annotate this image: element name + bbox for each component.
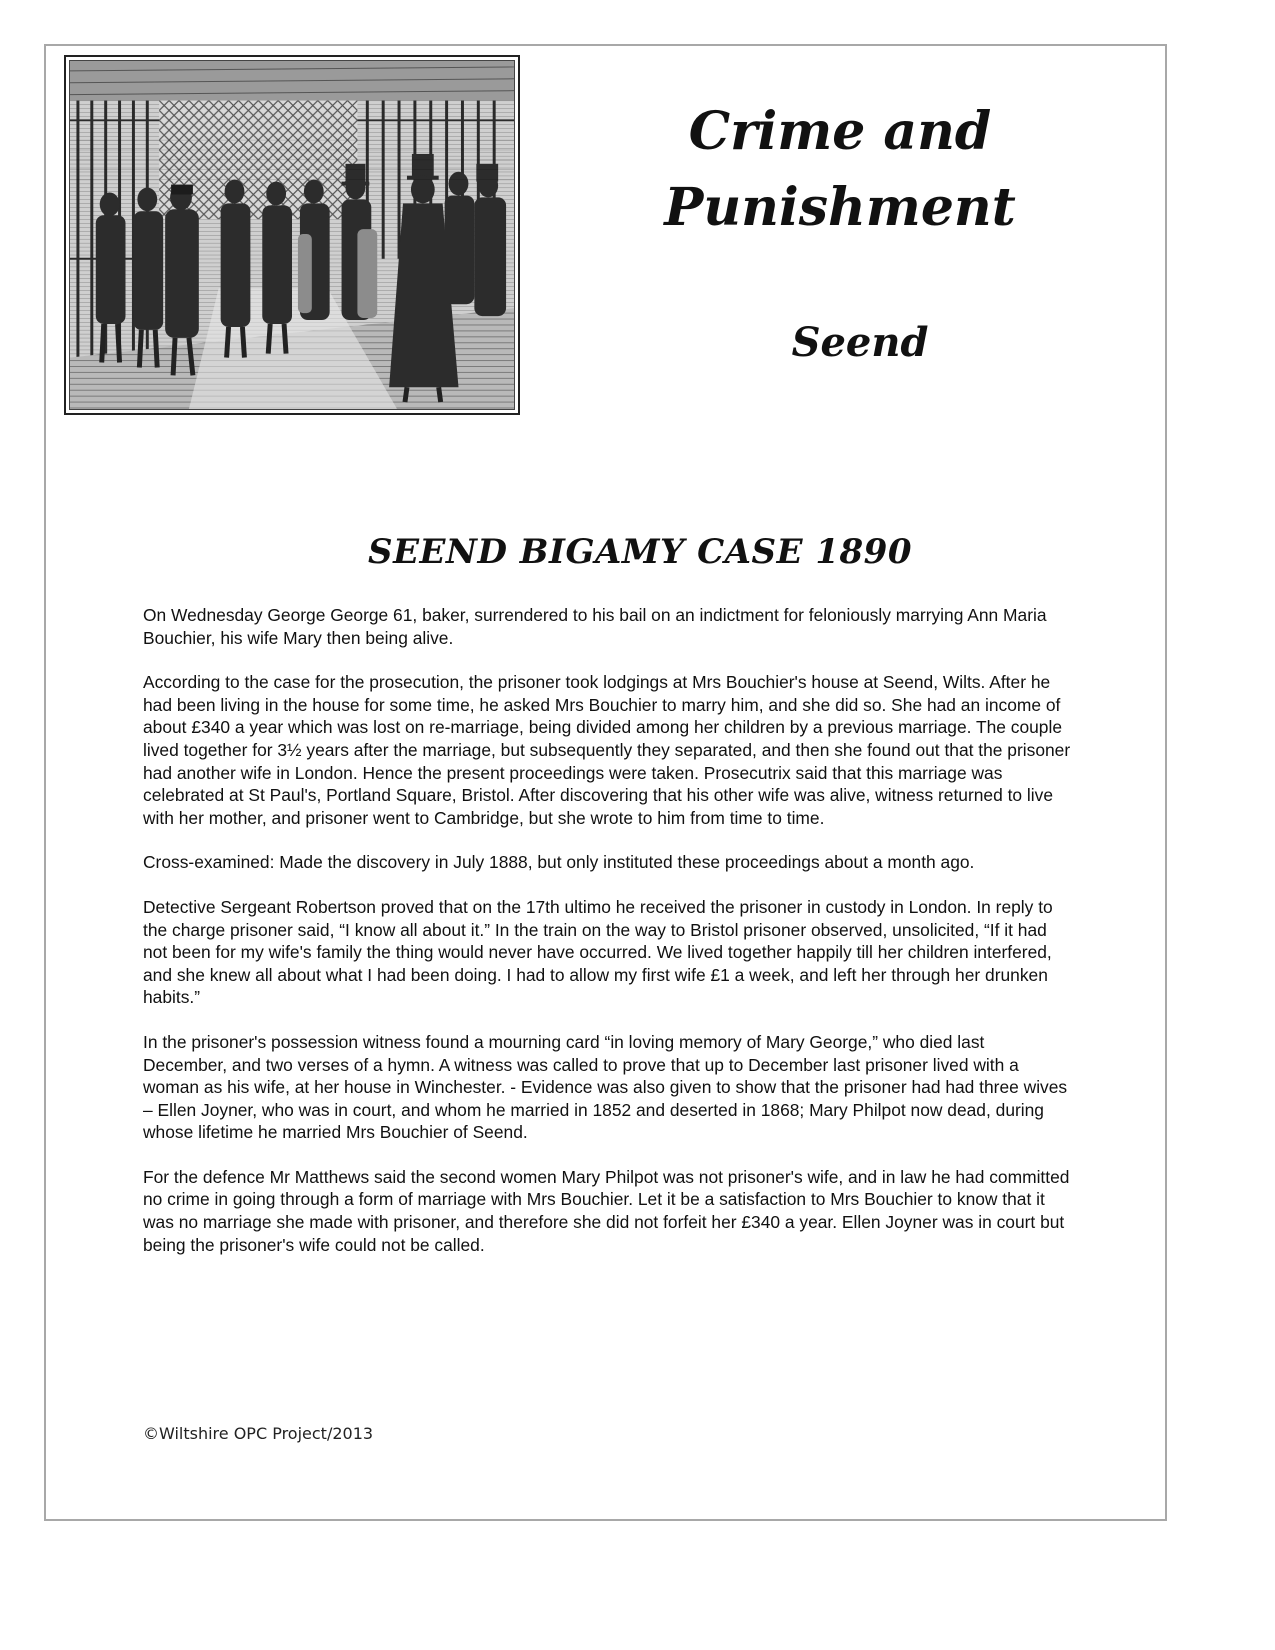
title-line-2: Punishment <box>664 177 1016 238</box>
case-heading: SEEND BIGAMY CASE 1890 <box>368 532 912 572</box>
article-paragraph: According to the case for the prosecution, the prisoner took lodgings at Mrs Bouchier's house at Seend, Wilts. After he had been living in the house for some time, he asked Mrs Bouchier to marry him, and she did so. She had an income of about £340 a year which was lost on re-marriage, being divided among her children by a previous marriage. The couple lived together for 3½ years after the marriage, but subsequently they separated, and then she found out that the prisoner had another wife in London. Hence the present proceedings were taken. Prosecutrix said that this marriage was celebrated at St Paul's, Portland Square, Bristol. After discovering that his other wife was alive, witness returned to live with her mother, and prisoner went to Cambridge, but she wrote to him from time to time. <box>143 672 1071 828</box>
article-paragraph: Detective Sergeant Robertson proved that on the 17th ultimo he received the prisoner in custody in London. In reply to the charge prisoner said, “I know all about it.” In the train on the way to Bristol prisoner observed, unsolicited, “If it had not been for my wife's family the thing would never have occurred. We lived together happily till her children interfered, and she knew all about what I had been doing. I had to allow my first wife £1 a week, and left her through her drunken habits.” <box>143 896 1053 1008</box>
article-paragraph: For the defence Mr Matthews said the second women Mary Philpot was not prisoner's wife, and in law he had committed no crime in going through a form of marriage with Mrs Bouchier. Let it be a satisfaction to Mrs Bouchier to know that it was no marriage she made with prisoner, and therefore she did not forfeit her £340 a year. Ellen Joyner was in court but being the prisoner's wife could not be called. <box>143 1166 1070 1255</box>
article-paragraph: In the prisoner's possession witness found a mourning card “in loving memory of Mary George,” who died last December, and two verses of a hymn. A witness was called to prove that up to December last prisoner lived with a woman as his wife, at her house in Winchester. - Evidence was also given to show that the prisoner had had three wives – Ellen Joyner, who was in court, and whom he married in 1852 and deserted in 1868; Mary Philpot now dead, during whose lifetime he married Mrs Bouchier of Seend. <box>143 1031 1068 1143</box>
article-paragraph: On Wednesday George George 61, baker, surrendered to his bail on an indictment for feloniously marrying Ann Maria Bouchier, his wife Mary then being alive. <box>143 605 1047 648</box>
copyright-footer: ©Wiltshire OPC Project/2013 <box>143 1424 374 1443</box>
article-body <box>143 604 1073 1278</box>
title-line-1: Crime and <box>688 101 992 162</box>
location-subtitle: Seend <box>791 319 929 366</box>
prison-gate-engraving-icon <box>69 60 515 410</box>
illustration-frame <box>64 55 520 415</box>
article-paragraph: Cross-examined: Made the discovery in July 1888, but only instituted these proceedings about a month ago. <box>143 852 975 873</box>
